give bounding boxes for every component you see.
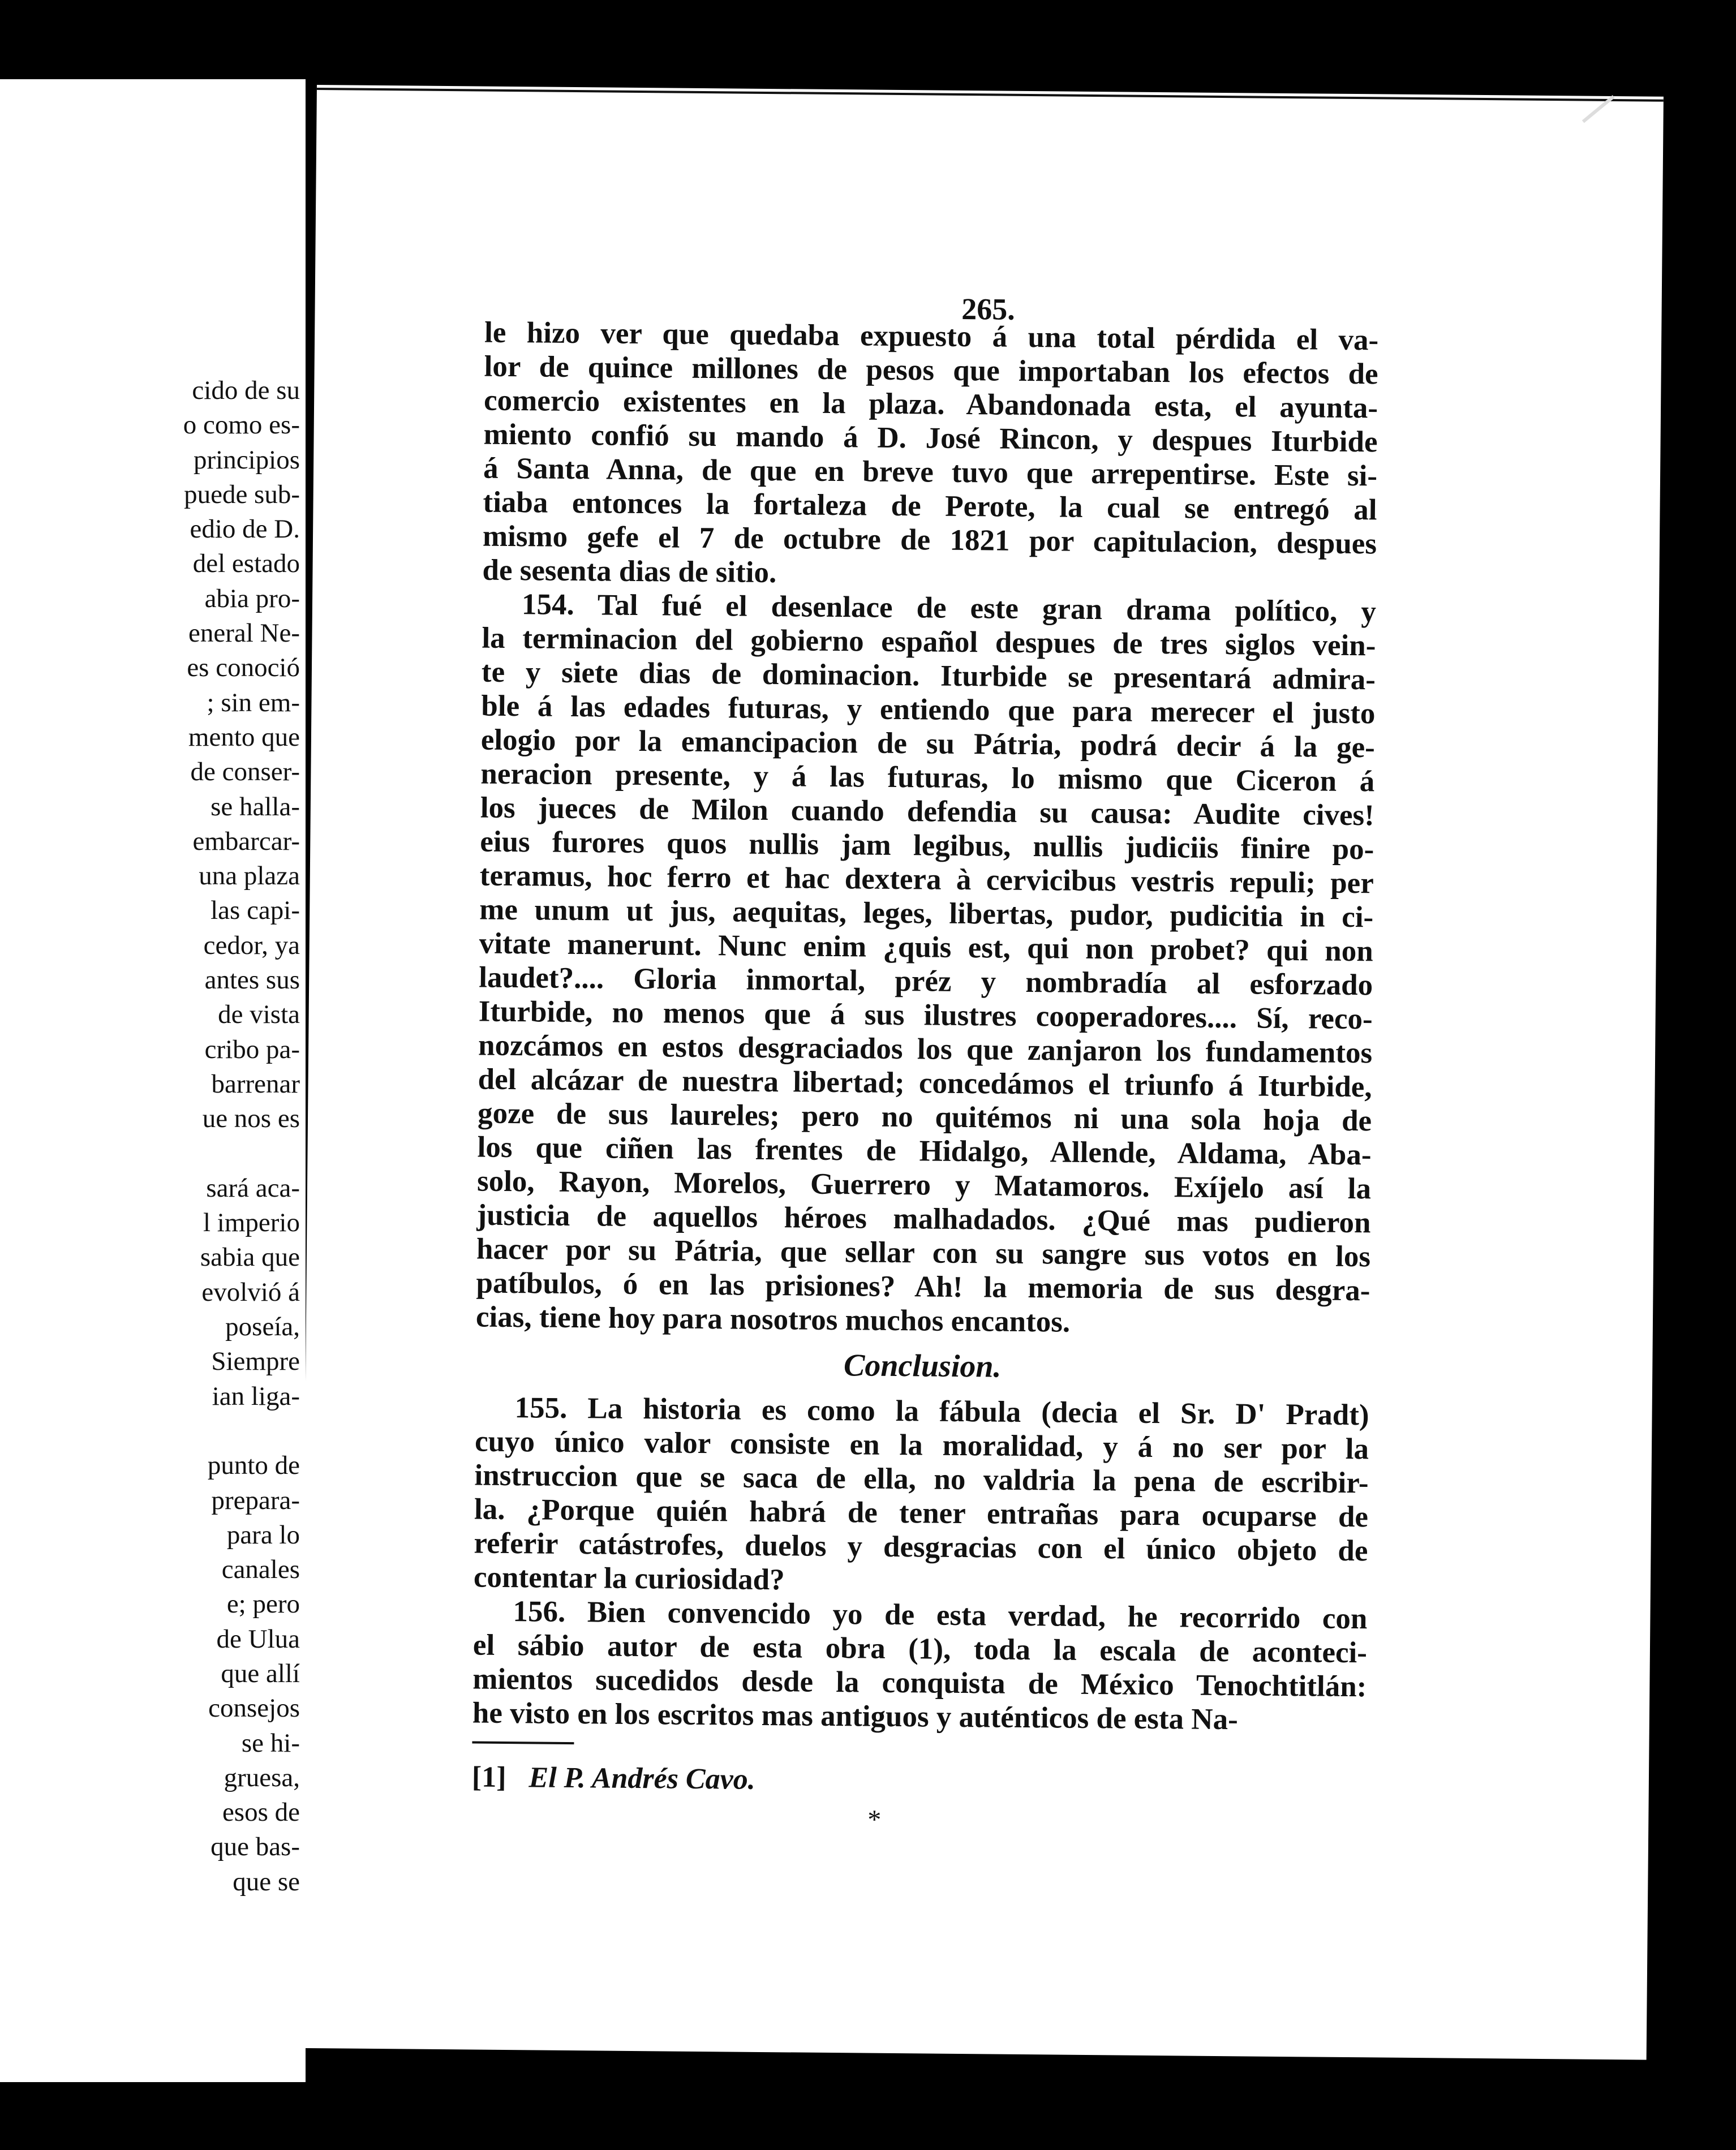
- text-line: tiaba entonces la fortaleza de Perote, la cual se entregó al: [483, 485, 1377, 527]
- left-text-line: prepara-: [211, 1485, 300, 1515]
- text-line: patíbulos, ó en las prisiones? Ah! la memoria de sus desgra-: [476, 1266, 1370, 1308]
- left-text-line: ; sin em-: [207, 687, 300, 717]
- text-line: Iturbide, no menos que á sus ilustres cooperadores.... Sí, reco-: [478, 995, 1373, 1036]
- text-line: del alcázar de nuestra libertad; concedámos el triunfo á Iturbide,: [478, 1063, 1372, 1104]
- text-line: vitate manerunt. Nunc enim ¿quis est, qui non probet? qui non: [479, 927, 1373, 968]
- left-page-text: [183, 373, 300, 1899]
- left-text-line: de Ulua: [216, 1624, 300, 1654]
- left-text-line: del estado: [192, 549, 300, 579]
- top-rule: [317, 88, 1664, 102]
- left-text-line: o como es-: [183, 410, 300, 440]
- left-text-line: esos de: [222, 1798, 300, 1828]
- left-text-line: puede sub-: [184, 479, 300, 509]
- section-heading: Conclusion.: [843, 1348, 1002, 1384]
- left-text-line: abia pro-: [204, 583, 300, 613]
- left-text-line: edio de D.: [190, 514, 300, 544]
- text-line: hacer por su Pátria, que sellar con su sangre sus votos en los: [476, 1232, 1371, 1274]
- text-line: te y siete dias de dominacion. Iturbide se presentará admira-: [481, 655, 1376, 696]
- text-line: los que ciñen las frentes de Hidalgo, Allende, Aldama, Aba-: [477, 1130, 1372, 1172]
- text-line: justicia de aquellos héroes malhadados. ¿Qué mas pudieron: [476, 1198, 1371, 1240]
- footnote: [472, 1761, 1366, 1803]
- left-text-line: cribo pa-: [204, 1034, 300, 1064]
- text-line: el sábio autor de esta obra (1), toda la escala de aconteci-: [472, 1628, 1368, 1670]
- left-text-line: poseía,: [225, 1312, 300, 1342]
- text-line: cias, tiene hoy para nosotros muchos encantos.: [475, 1300, 1071, 1339]
- left-text-line: que allí: [221, 1658, 300, 1688]
- left-text-line: de conser-: [190, 757, 300, 787]
- text-line: eius furores quos nullis jam legibus, nullis judiciis finire po-: [480, 825, 1374, 866]
- text-line: 154. Tal fué el desenlace de este gran drama político, y: [521, 588, 1377, 629]
- footnote-text: El P. Andrés Cavo.: [528, 1761, 755, 1796]
- left-text-line: cido de su: [192, 376, 300, 405]
- text-line: neracion presente, y á las futuras, lo mismo que Ciceron á: [480, 757, 1375, 798]
- text-line: laudet?.... Gloria inmortal, préz y nombradía al esforzado: [478, 961, 1373, 1002]
- text-line: miento confió su mando á D. José Rincon, y despues Iturbide: [483, 418, 1378, 459]
- left-text-line: ue nos es: [202, 1104, 300, 1134]
- left-text-line: se hi-: [241, 1728, 300, 1758]
- left-text-line: mento que: [188, 722, 300, 752]
- text-line: comercio existentes en la plaza. Abandonada esta, el ayunta-: [483, 384, 1378, 425]
- left-text-line: [183, 1137, 300, 1171]
- page-number: 265.: [961, 291, 1016, 326]
- text-line: cuyo único valor consiste en la moralidad, y á no ser por la: [474, 1425, 1369, 1466]
- left-text-line: sará aca-: [206, 1173, 300, 1203]
- left-text-line: antes sus: [204, 965, 300, 995]
- left-text-line: eneral Ne-: [188, 618, 300, 648]
- paragraph-155: [474, 1391, 1369, 1602]
- text-line: goze de sus laureles; pero no quitémos ni una sola hoja de: [477, 1096, 1372, 1138]
- left-text-line: Siempre: [211, 1347, 300, 1377]
- left-text-line: l imperio: [203, 1208, 300, 1238]
- text-line: elogio por la emancipacion de su Pátria, podrá decir á la ge-: [480, 723, 1376, 764]
- right-page: [300, 85, 1664, 2060]
- text-line: la. ¿Porque quién habrá de tener entrañas para ocuparse de: [474, 1493, 1369, 1534]
- left-text-line: de vista: [218, 1000, 300, 1030]
- left-text-line: [183, 1414, 300, 1448]
- left-text-line: sabia que: [200, 1242, 300, 1272]
- left-text-line: que bas-: [210, 1832, 300, 1862]
- left-text-line: principios: [194, 445, 300, 475]
- left-text-line: ian liga-: [212, 1381, 300, 1411]
- left-text-line: gruesa,: [224, 1762, 300, 1792]
- text-line: me unum ut jus, aequitas, leges, libertas, pudor, pudicitia in ci-: [479, 893, 1374, 934]
- text-line: le hizo ver que quedaba expuesto á una total pérdida el va-: [484, 316, 1379, 357]
- text-line: instruccion que se saca de ella, no valdria la pena de escribir-: [474, 1459, 1369, 1500]
- left-text-line: cedor, ya: [203, 930, 300, 960]
- text-line: referir catástrofes, duelos y desgracias con el único objeto de: [474, 1526, 1368, 1568]
- paragraph-156: [472, 1594, 1368, 1738]
- left-text-line: evolvió á: [201, 1277, 300, 1307]
- text-line: 156. Bien convencido yo de esta verdad, he recorrido con: [513, 1595, 1368, 1636]
- left-text-line: embarcar-: [192, 826, 300, 856]
- left-text-line: barrenar: [211, 1069, 300, 1099]
- signature-mark: *: [867, 1804, 882, 1835]
- left-text-line: canales: [221, 1555, 300, 1585]
- left-text-line: punto de: [207, 1451, 300, 1481]
- text-line: he visto en los escritos mas antiguos y auténticos de esta Na-: [472, 1696, 1239, 1736]
- text-line: teramus, hoc ferro et hac dextera à cervicibus vestris repuli; per: [479, 859, 1374, 900]
- text-line: ble á las edades futuras, y entiendo que para merecer el justo: [481, 689, 1376, 730]
- text-line: los jueces de Milon cuando defendia su causa: Audite cives!: [480, 791, 1375, 832]
- footnote-marker: [1]: [471, 1761, 506, 1794]
- left-text-line: que se: [233, 1867, 300, 1897]
- left-text-line: para lo: [226, 1520, 300, 1550]
- paragraph-1: [482, 316, 1378, 595]
- left-text-line: las capi-: [210, 896, 300, 926]
- left-text-line: consejos: [208, 1693, 300, 1723]
- left-text-line: e; pero: [226, 1589, 300, 1619]
- text-line: nozcámos en estos desgraciados los que zanjaron los fundamentos: [478, 1029, 1373, 1070]
- left-text-line: es conoció: [187, 653, 300, 683]
- text-line: lor de quince millones de pesos que importaban los efectos de: [484, 350, 1378, 391]
- text-line: mismo gefe el 7 de octubre de 1821 por capitulacion, despues: [482, 519, 1377, 561]
- footnote-rule: [472, 1742, 574, 1745]
- left-text-line: se halla-: [210, 792, 300, 822]
- text-line: á Santa Anna, de que en breve tuvo que arrepentirse. Este si-: [483, 452, 1378, 493]
- text-line: 155. La historia es como la fábula (decia el Sr. D' Pradt): [514, 1391, 1369, 1432]
- text-line: mientos sucedidos desde la conquista de México Tenochtitlán:: [472, 1662, 1367, 1704]
- text-line: de sesenta dias de sitio.: [482, 553, 777, 590]
- text-line: la terminacion del gobierno español despues de tres siglos vein-: [482, 621, 1376, 663]
- left-page: [0, 79, 306, 2082]
- text-line: contentar la curiosidad?: [473, 1560, 785, 1597]
- text-line: solo, Rayon, Morelos, Guerrero y Matamoros. Exíjelo así la: [476, 1164, 1372, 1206]
- paragraph-154: [476, 587, 1376, 1342]
- main-text: [472, 316, 1379, 1803]
- left-text-line: una plaza: [199, 861, 300, 891]
